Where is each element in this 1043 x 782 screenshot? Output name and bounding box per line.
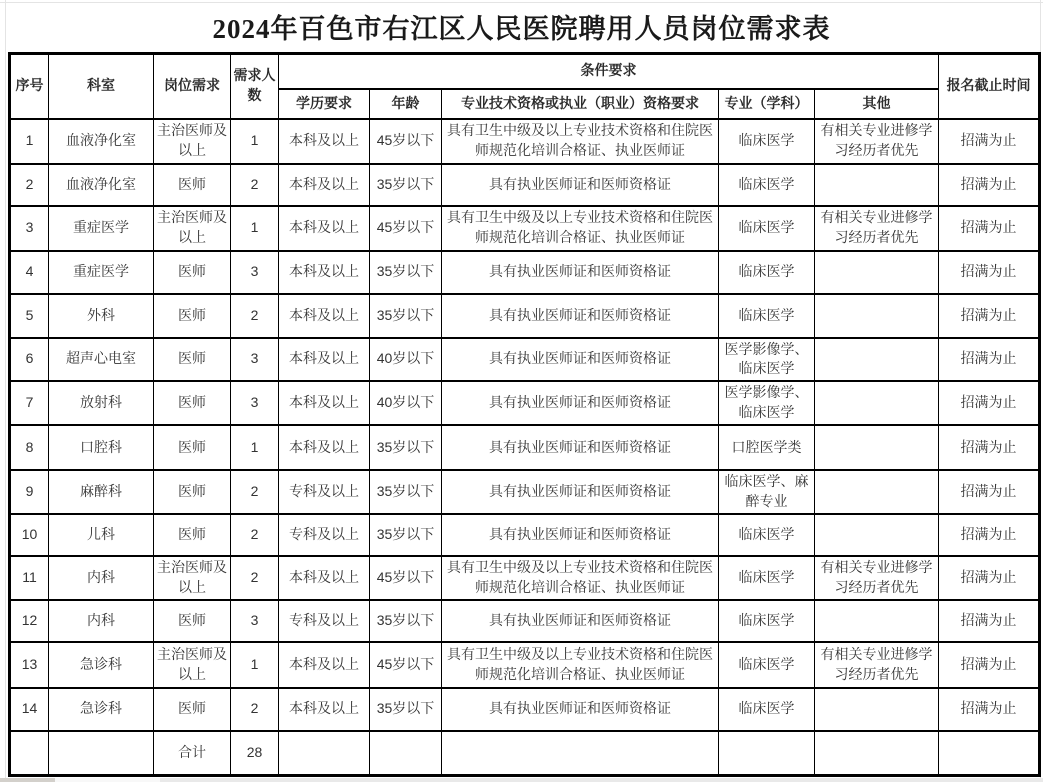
cell-count: 1 — [231, 206, 279, 251]
cell-department: 超声心电室 — [49, 338, 154, 382]
cell-seq: 7 — [10, 381, 49, 425]
cell-qualification: 具有卫生中级及以上专业技术资格和住院医师规范化培训合格证、执业医师证 — [442, 206, 719, 251]
cell-department: 血液净化室 — [49, 119, 154, 164]
cell-education: 专科及以上 — [279, 470, 370, 514]
total-count: 28 — [231, 731, 279, 776]
header-seq: 序号 — [10, 54, 49, 119]
cell-count: 2 — [231, 164, 279, 206]
table-row — [10, 425, 1040, 470]
cell-position: 医师 — [154, 688, 231, 731]
table-row — [10, 119, 1040, 164]
cell-education: 本科及以上 — [279, 164, 370, 206]
cell-major: 临床医学 — [719, 688, 815, 731]
cell-deadline: 招满为止 — [939, 164, 1040, 206]
cell-other — [815, 688, 939, 731]
cell-deadline: 招满为止 — [939, 425, 1040, 470]
cell-qualification: 具有卫生中级及以上专业技术资格和住院医师规范化培训合格证、执业医师证 — [442, 119, 719, 164]
cell-major: 医学影像学、临床医学 — [719, 338, 815, 382]
cell-position: 医师 — [154, 600, 231, 642]
cell-age: 35岁以下 — [370, 164, 442, 206]
cell-age: 35岁以下 — [370, 294, 442, 338]
cell-deadline: 招满为止 — [939, 688, 1040, 731]
cell-other — [815, 381, 939, 425]
cell-age: 45岁以下 — [370, 206, 442, 251]
cell-count: 1 — [231, 642, 279, 688]
cell-qualification: 具有卫生中级及以上专业技术资格和住院医师规范化培训合格证、执业医师证 — [442, 556, 719, 600]
header-deadline: 报名截止时间 — [939, 54, 1040, 119]
cell-position: 医师 — [154, 381, 231, 425]
cell-count: 1 — [231, 119, 279, 164]
cell-other — [815, 294, 939, 338]
table-row — [10, 294, 1040, 338]
cell-major: 医学影像学、临床医学 — [719, 381, 815, 425]
cell-major: 临床医学 — [719, 556, 815, 600]
cell-education: 专科及以上 — [279, 514, 370, 556]
header-age: 年龄 — [370, 89, 442, 119]
cell-count: 2 — [231, 556, 279, 600]
cell-seq: 2 — [10, 164, 49, 206]
cell-education: 本科及以上 — [279, 294, 370, 338]
cell-deadline: 招满为止 — [939, 470, 1040, 514]
cell-empty — [815, 731, 939, 776]
cell-other: 有相关专业进修学习经历者优先 — [815, 206, 939, 251]
cell-department: 放射科 — [49, 381, 154, 425]
cell-count: 2 — [231, 688, 279, 731]
cell-seq: 5 — [10, 294, 49, 338]
cell-seq: 3 — [10, 206, 49, 251]
cell-age: 45岁以下 — [370, 119, 442, 164]
margin-gridline-left — [5, 0, 6, 778]
cell-major: 临床医学 — [719, 642, 815, 688]
header-row-1 — [10, 54, 1040, 89]
cell-age: 35岁以下 — [370, 251, 442, 294]
table-row — [10, 600, 1040, 642]
cell-empty — [719, 731, 815, 776]
cell-count: 3 — [231, 600, 279, 642]
cell-qualification: 具有执业医师证和医师资格证 — [442, 425, 719, 470]
cell-other: 有相关专业进修学习经历者优先 — [815, 556, 939, 600]
cell-age: 40岁以下 — [370, 381, 442, 425]
cell-empty — [279, 731, 370, 776]
cell-position: 医师 — [154, 514, 231, 556]
cell-position: 主治医师及以上 — [154, 119, 231, 164]
cell-age: 35岁以下 — [370, 514, 442, 556]
cell-empty — [370, 731, 442, 776]
cell-position: 主治医师及以上 — [154, 206, 231, 251]
table-row — [10, 514, 1040, 556]
cell-major: 临床医学、麻醉专业 — [719, 470, 815, 514]
cell-education: 本科及以上 — [279, 642, 370, 688]
table-row — [10, 206, 1040, 251]
table-row — [10, 338, 1040, 382]
bottom-strip-segment — [0, 778, 55, 782]
cell-department: 麻醉科 — [49, 470, 154, 514]
cell-major: 临床医学 — [719, 600, 815, 642]
cell-major: 临床医学 — [719, 251, 815, 294]
cell-seq: 10 — [10, 514, 49, 556]
cell-other — [815, 425, 939, 470]
cell-education: 专科及以上 — [279, 600, 370, 642]
cell-position: 医师 — [154, 294, 231, 338]
header-qualification: 专业技术资格或执业（职业）资格要求 — [442, 89, 719, 119]
cell-department: 急诊科 — [49, 642, 154, 688]
cell-qualification: 具有执业医师证和医师资格证 — [442, 164, 719, 206]
cell-deadline: 招满为止 — [939, 294, 1040, 338]
cell-seq: 6 — [10, 338, 49, 382]
cell-department: 急诊科 — [49, 688, 154, 731]
cell-count: 3 — [231, 251, 279, 294]
cell-education: 本科及以上 — [279, 119, 370, 164]
table-row — [10, 642, 1040, 688]
cell-qualification: 具有执业医师证和医师资格证 — [442, 600, 719, 642]
cell-education: 本科及以上 — [279, 556, 370, 600]
cell-major: 临床医学 — [719, 164, 815, 206]
header-education: 学历要求 — [279, 89, 370, 119]
cell-major: 临床医学 — [719, 119, 815, 164]
header-department: 科室 — [49, 54, 154, 119]
table-row — [10, 688, 1040, 731]
cell-count: 2 — [231, 294, 279, 338]
cell-major: 口腔医学类 — [719, 425, 815, 470]
cell-other — [815, 600, 939, 642]
header-conditions: 条件要求 — [279, 54, 939, 89]
cell-deadline: 招满为止 — [939, 206, 1040, 251]
cell-department: 内科 — [49, 556, 154, 600]
cell-qualification: 具有执业医师证和医师资格证 — [442, 381, 719, 425]
cell-age: 40岁以下 — [370, 338, 442, 382]
header-position: 岗位需求 — [154, 54, 231, 119]
cell-count: 1 — [231, 425, 279, 470]
cell-education: 本科及以上 — [279, 338, 370, 382]
cell-age: 35岁以下 — [370, 425, 442, 470]
cell-qualification: 具有卫生中级及以上专业技术资格和住院医师规范化培训合格证、执业医师证 — [442, 642, 719, 688]
cell-seq: 13 — [10, 642, 49, 688]
cell-department: 内科 — [49, 600, 154, 642]
table-row — [10, 470, 1040, 514]
cell-deadline: 招满为止 — [939, 381, 1040, 425]
cell-age: 35岁以下 — [370, 470, 442, 514]
cell-age: 35岁以下 — [370, 688, 442, 731]
cell-department: 重症医学 — [49, 206, 154, 251]
cell-qualification: 具有执业医师证和医师资格证 — [442, 514, 719, 556]
cell-deadline: 招满为止 — [939, 600, 1040, 642]
cell-position: 主治医师及以上 — [154, 556, 231, 600]
cell-department: 血液净化室 — [49, 164, 154, 206]
cell-empty — [442, 731, 719, 776]
cell-department: 口腔科 — [49, 425, 154, 470]
cell-other — [815, 514, 939, 556]
cell-seq: 14 — [10, 688, 49, 731]
cell-seq: 1 — [10, 119, 49, 164]
header-major: 专业（学科） — [719, 89, 815, 119]
cell-deadline: 招满为止 — [939, 642, 1040, 688]
cell-deadline: 招满为止 — [939, 251, 1040, 294]
cell-other — [815, 338, 939, 382]
cell-other: 有相关专业进修学习经历者优先 — [815, 642, 939, 688]
cell-deadline: 招满为止 — [939, 514, 1040, 556]
cell-count: 3 — [231, 381, 279, 425]
cell-other — [815, 470, 939, 514]
cell-qualification: 具有执业医师证和医师资格证 — [442, 294, 719, 338]
table-row — [10, 251, 1040, 294]
cell-count: 3 — [231, 338, 279, 382]
cell-other — [815, 164, 939, 206]
cell-position: 医师 — [154, 164, 231, 206]
page-title: 2024年百色市右江区人民医院聘用人员岗位需求表 — [212, 14, 831, 44]
cell-age: 35岁以下 — [370, 600, 442, 642]
cell-position: 主治医师及以上 — [154, 642, 231, 688]
cell-deadline: 招满为止 — [939, 119, 1040, 164]
cell-education: 本科及以上 — [279, 688, 370, 731]
cell-seq: 12 — [10, 600, 49, 642]
margin-gridline-top — [0, 2, 1043, 3]
cell-seq: 9 — [10, 470, 49, 514]
cell-major: 临床医学 — [719, 294, 815, 338]
cell-count: 2 — [231, 470, 279, 514]
cell-position: 医师 — [154, 251, 231, 294]
cell-age: 45岁以下 — [370, 556, 442, 600]
cell-empty — [49, 731, 154, 776]
cell-education: 本科及以上 — [279, 425, 370, 470]
total-row — [10, 731, 1040, 776]
cell-department: 外科 — [49, 294, 154, 338]
window-bottom-strip — [0, 778, 1043, 782]
cell-age: 45岁以下 — [370, 642, 442, 688]
cell-position: 医师 — [154, 470, 231, 514]
cell-education: 本科及以上 — [279, 206, 370, 251]
cell-major: 临床医学 — [719, 206, 815, 251]
cell-empty — [939, 731, 1040, 776]
cell-count: 2 — [231, 514, 279, 556]
cell-deadline: 招满为止 — [939, 338, 1040, 382]
cell-seq: 11 — [10, 556, 49, 600]
cell-department: 儿科 — [49, 514, 154, 556]
cell-qualification: 具有执业医师证和医师资格证 — [442, 251, 719, 294]
cell-empty — [10, 731, 49, 776]
cell-education: 本科及以上 — [279, 381, 370, 425]
total-label: 合计 — [154, 731, 231, 776]
cell-other: 有相关专业进修学习经历者优先 — [815, 119, 939, 164]
cell-deadline: 招满为止 — [939, 556, 1040, 600]
cell-seq: 8 — [10, 425, 49, 470]
cell-qualification: 具有执业医师证和医师资格证 — [442, 470, 719, 514]
cell-education: 本科及以上 — [279, 251, 370, 294]
table-row — [10, 164, 1040, 206]
cell-other — [815, 251, 939, 294]
cell-qualification: 具有执业医师证和医师资格证 — [442, 338, 719, 382]
header-count: 需求人数 — [231, 54, 279, 119]
cell-major: 临床医学 — [719, 514, 815, 556]
header-other: 其他 — [815, 89, 939, 119]
cell-position: 医师 — [154, 338, 231, 382]
table-row — [10, 556, 1040, 600]
table-row — [10, 381, 1040, 425]
cell-position: 医师 — [154, 425, 231, 470]
cell-qualification: 具有执业医师证和医师资格证 — [442, 688, 719, 731]
cell-department: 重症医学 — [49, 251, 154, 294]
cell-seq: 4 — [10, 251, 49, 294]
recruitment-table — [8, 52, 1041, 777]
bottom-strip-segment — [55, 778, 160, 782]
